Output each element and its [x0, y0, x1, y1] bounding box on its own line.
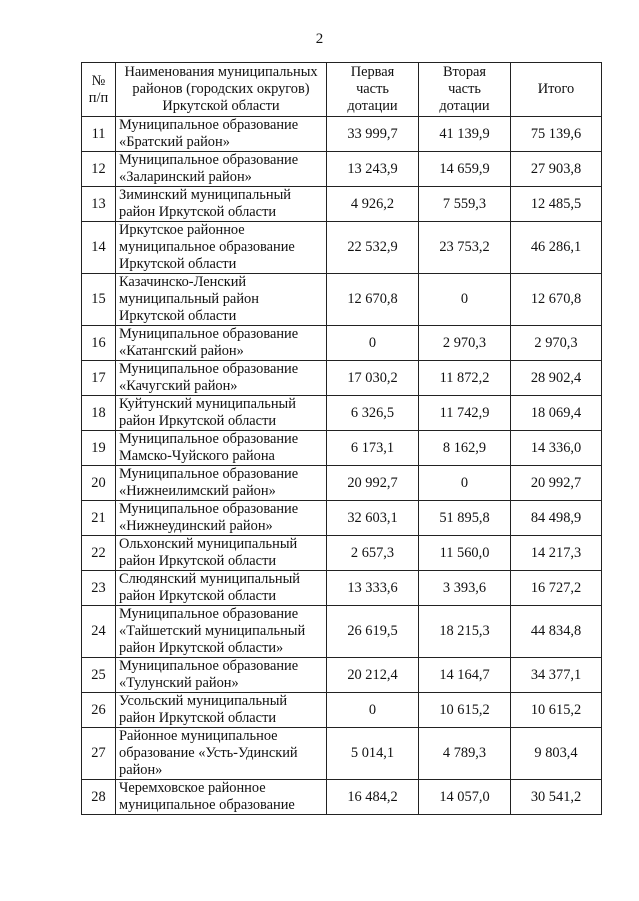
row-total: 10 615,2 [511, 693, 602, 728]
row-number: 18 [82, 396, 116, 431]
row-number: 26 [82, 693, 116, 728]
row-second-part: 11 872,2 [419, 361, 511, 396]
row-first-part: 17 030,2 [327, 361, 419, 396]
row-second-part: 2 970,3 [419, 326, 511, 361]
row-second-part: 10 615,2 [419, 693, 511, 728]
table-row [82, 326, 602, 361]
row-total: 46 286,1 [511, 222, 602, 274]
header-name: Наименования муниципальных районов (городских округов) Иркутской области [116, 63, 327, 117]
row-municipality-name: Муниципальное образование «Братский район» [116, 117, 327, 152]
row-second-part: 41 139,9 [419, 117, 511, 152]
row-first-part: 6 173,1 [327, 431, 419, 466]
header-first-part: Первая часть дотации [327, 63, 419, 117]
row-second-part: 11 742,9 [419, 396, 511, 431]
row-number: 17 [82, 361, 116, 396]
row-first-part: 22 532,9 [327, 222, 419, 274]
row-total: 30 541,2 [511, 780, 602, 815]
row-first-part: 12 670,8 [327, 274, 419, 326]
row-total: 12 670,8 [511, 274, 602, 326]
row-first-part: 33 999,7 [327, 117, 419, 152]
table-row [82, 571, 602, 606]
row-municipality-name: Усольский муниципальный район Иркутской области [116, 693, 327, 728]
row-total: 2 970,3 [511, 326, 602, 361]
row-second-part: 14 659,9 [419, 152, 511, 187]
row-municipality-name: Муниципальное образование «Тайшетский муниципальный район Иркутской области» [116, 606, 327, 658]
row-total: 12 485,5 [511, 187, 602, 222]
row-number: 19 [82, 431, 116, 466]
row-municipality-name: Районное муниципальное образование «Усть-Удинский район» [116, 728, 327, 780]
row-second-part: 23 753,2 [419, 222, 511, 274]
header-number: № п/п [82, 63, 116, 117]
row-first-part: 32 603,1 [327, 501, 419, 536]
row-total: 84 498,9 [511, 501, 602, 536]
row-municipality-name: Муниципальное образование «Нижнеудинский район» [116, 501, 327, 536]
row-total: 14 336,0 [511, 431, 602, 466]
row-number: 25 [82, 658, 116, 693]
row-number: 13 [82, 187, 116, 222]
row-second-part: 14 164,7 [419, 658, 511, 693]
row-first-part: 2 657,3 [327, 536, 419, 571]
table-row [82, 536, 602, 571]
row-first-part: 0 [327, 693, 419, 728]
subsidy-table [81, 62, 602, 815]
row-number: 20 [82, 466, 116, 501]
row-first-part: 13 333,6 [327, 571, 419, 606]
row-municipality-name: Ольхонский муниципальный район Иркутской области [116, 536, 327, 571]
row-number: 15 [82, 274, 116, 326]
table-row [82, 501, 602, 536]
row-number: 24 [82, 606, 116, 658]
row-municipality-name: Куйтунский муниципальный район Иркутской области [116, 396, 327, 431]
table-row [82, 658, 602, 693]
row-first-part: 20 992,7 [327, 466, 419, 501]
row-total: 20 992,7 [511, 466, 602, 501]
row-second-part: 0 [419, 274, 511, 326]
row-second-part: 14 057,0 [419, 780, 511, 815]
row-second-part: 4 789,3 [419, 728, 511, 780]
row-municipality-name: Муниципальное образование «Качугский район» [116, 361, 327, 396]
table-row [82, 222, 602, 274]
row-number: 21 [82, 501, 116, 536]
table-row [82, 728, 602, 780]
row-total: 16 727,2 [511, 571, 602, 606]
table-row [82, 466, 602, 501]
row-second-part: 11 560,0 [419, 536, 511, 571]
row-number: 14 [82, 222, 116, 274]
row-number: 16 [82, 326, 116, 361]
row-municipality-name: Муниципальное образование «Заларинский район» [116, 152, 327, 187]
row-second-part: 8 162,9 [419, 431, 511, 466]
row-total: 34 377,1 [511, 658, 602, 693]
row-first-part: 13 243,9 [327, 152, 419, 187]
row-municipality-name: Зиминский муниципальный район Иркутской области [116, 187, 327, 222]
row-total: 27 903,8 [511, 152, 602, 187]
row-second-part: 51 895,8 [419, 501, 511, 536]
table-row [82, 187, 602, 222]
page-number: 2 [315, 31, 324, 47]
row-total: 18 069,4 [511, 396, 602, 431]
header-second-part: Вторая часть дотации [419, 63, 511, 117]
row-municipality-name: Слюдянский муниципальный район Иркутской области [116, 571, 327, 606]
row-first-part: 0 [327, 326, 419, 361]
row-first-part: 16 484,2 [327, 780, 419, 815]
row-number: 27 [82, 728, 116, 780]
row-total: 14 217,3 [511, 536, 602, 571]
row-total: 9 803,4 [511, 728, 602, 780]
row-number: 23 [82, 571, 116, 606]
row-second-part: 3 393,6 [419, 571, 511, 606]
row-municipality-name: Муниципальное образование Мамско-Чуйского района [116, 431, 327, 466]
header-total: Итого [511, 63, 602, 117]
row-second-part: 7 559,3 [419, 187, 511, 222]
table-header-row [82, 63, 602, 117]
row-municipality-name: Черемховское районное муниципальное образование [116, 780, 327, 815]
row-number: 22 [82, 536, 116, 571]
table-row [82, 606, 602, 658]
row-municipality-name: Иркутское районное муниципальное образование Иркутской области [116, 222, 327, 274]
table-row [82, 693, 602, 728]
row-first-part: 20 212,4 [327, 658, 419, 693]
table-row [82, 117, 602, 152]
table-row [82, 780, 602, 815]
row-total: 44 834,8 [511, 606, 602, 658]
row-first-part: 6 326,5 [327, 396, 419, 431]
table-row [82, 396, 602, 431]
row-municipality-name: Казачинско-Ленский муниципальный район Иркутской области [116, 274, 327, 326]
row-first-part: 4 926,2 [327, 187, 419, 222]
row-number: 28 [82, 780, 116, 815]
row-number: 11 [82, 117, 116, 152]
row-second-part: 18 215,3 [419, 606, 511, 658]
row-municipality-name: Муниципальное образование «Нижнеилимский район» [116, 466, 327, 501]
table-row [82, 152, 602, 187]
row-first-part: 26 619,5 [327, 606, 419, 658]
row-municipality-name: Муниципальное образование «Катангский район» [116, 326, 327, 361]
row-first-part: 5 014,1 [327, 728, 419, 780]
table-row [82, 361, 602, 396]
row-number: 12 [82, 152, 116, 187]
row-second-part: 0 [419, 466, 511, 501]
row-total: 75 139,6 [511, 117, 602, 152]
table-row [82, 431, 602, 466]
table-row [82, 274, 602, 326]
row-total: 28 902,4 [511, 361, 602, 396]
table-body [82, 117, 602, 815]
row-municipality-name: Муниципальное образование «Тулунский район» [116, 658, 327, 693]
